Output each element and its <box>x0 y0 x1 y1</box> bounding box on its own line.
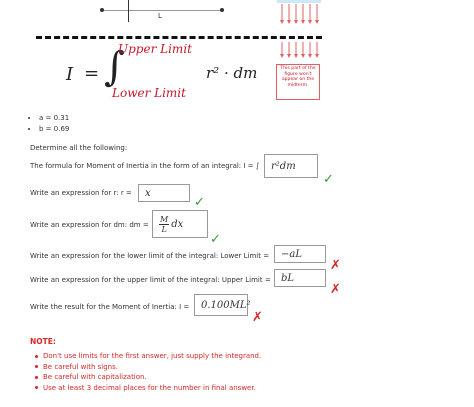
upper-limit-input[interactable]: bL <box>274 269 326 287</box>
note-item: Use at least 3 decimal places for the number in final answer. <box>34 384 261 392</box>
formula-integrand: r² · dm <box>206 64 258 82</box>
check-icon: ✓ <box>194 195 205 210</box>
r-input[interactable]: x <box>138 184 190 202</box>
note-item: Be careful with signs. <box>34 363 261 371</box>
instruction-text: Determine all the following: <box>30 144 128 152</box>
parameter-a: • a = 0.31 <box>39 114 69 122</box>
midterm-note-text: This part of the figure won't appear on the midterm. <box>280 66 316 88</box>
integral-formula <box>60 42 275 104</box>
vertical-axis <box>128 0 129 22</box>
note-list <box>34 352 261 394</box>
dot-marker <box>220 8 224 12</box>
force-arrows-top <box>276 0 322 28</box>
cross-icon: ✗ <box>252 310 263 325</box>
result-input[interactable]: 0.100ML² <box>194 294 248 316</box>
integrand-input[interactable]: r²dm <box>264 154 318 178</box>
axis-label: L <box>158 12 162 20</box>
force-arrows-middle <box>276 40 322 62</box>
question-integral-label: The formula for Moment of Inertia in the form of an integral: I = ∫ <box>30 162 260 170</box>
note-item: Don't use limits for the first answer, just supply the integrand. <box>34 352 261 360</box>
upper-limit-label: Upper Limit <box>118 42 192 56</box>
formula-equals: = <box>84 63 100 84</box>
question-lower-limit-label: Write an expression for the lower limit of the integral: Lower Limit = <box>30 252 270 260</box>
parameter-b: • b = 0.69 <box>39 125 69 133</box>
horizontal-axis <box>100 10 222 11</box>
lower-limit-input[interactable]: −aL <box>274 245 326 263</box>
cross-icon: ✗ <box>330 258 341 273</box>
parameter-list <box>27 114 69 136</box>
formula-lhs: I <box>66 64 74 85</box>
dashed-separator <box>36 36 322 39</box>
dot-marker <box>100 8 104 12</box>
note-title: NOTE: <box>30 337 56 346</box>
question-dm-label: Write an expression for dm: dm = <box>30 221 149 229</box>
cross-icon: ✗ <box>330 282 341 297</box>
question-result-label: Write the result for the Moment of Inertia: I = <box>30 303 190 311</box>
check-icon: ✓ <box>210 232 221 247</box>
check-icon: ✓ <box>323 172 334 187</box>
midterm-note-box <box>276 64 320 100</box>
note-item: Be careful with capitalization. <box>34 373 261 381</box>
question-upper-limit-label: Write an expression for the upper limit of the integral: Upper Limit = <box>30 276 271 284</box>
question-r-label: Write an expression for r: r = <box>30 189 132 197</box>
dm-input[interactable]: M L dx <box>152 210 208 238</box>
integral-symbol: ∫ <box>104 44 125 90</box>
lower-limit-label: Lower Limit <box>112 86 186 100</box>
